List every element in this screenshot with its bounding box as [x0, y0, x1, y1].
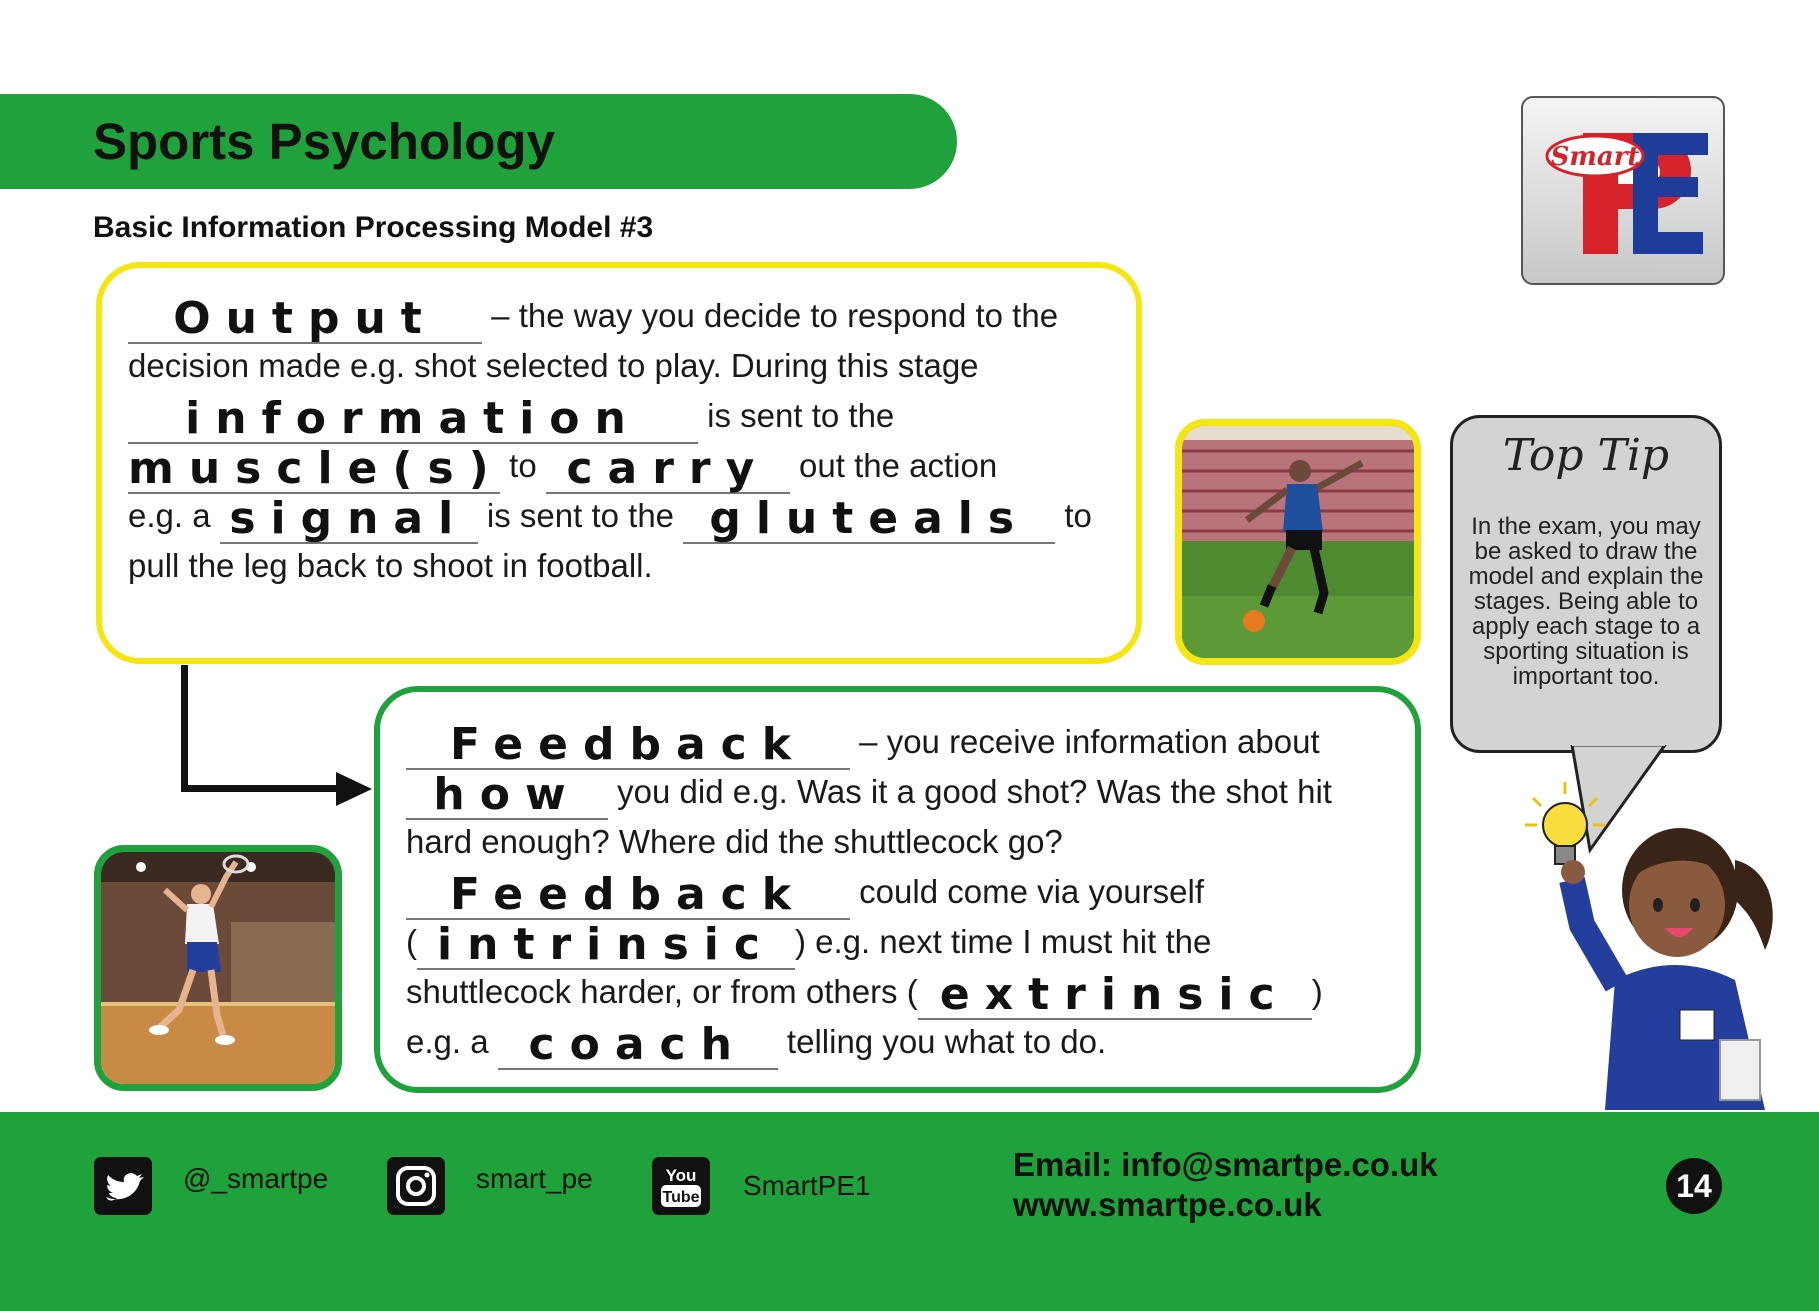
- feedback-line-3: hard enough? Where did the shuttlecock go?: [406, 823, 1063, 860]
- feedback-line-4: [406, 869, 1204, 920]
- email-link[interactable]: Email: info@smartpe.co.uk: [1013, 1146, 1438, 1183]
- svg-text:You: You: [665, 1166, 697, 1185]
- how-answer-blank[interactable]: how: [406, 772, 608, 820]
- gluteals-answer-blank[interactable]: gluteals: [683, 496, 1055, 544]
- feedback-line-7: [406, 1019, 1107, 1070]
- feedback-line-6: [406, 969, 1323, 1020]
- lightbulb-icon: [1525, 782, 1605, 864]
- svg-text:Tube: Tube: [662, 1189, 700, 1206]
- feedback-text: you did e.g. Was it a good shot? Was the shot hit: [617, 773, 1332, 810]
- twitter-icon[interactable]: [94, 1157, 152, 1215]
- football-photo: [1175, 419, 1421, 665]
- website-link[interactable]: www.smartpe.co.uk: [1013, 1186, 1322, 1223]
- top-tip-title: Top Tip: [1502, 430, 1670, 481]
- top-tip-text: In the exam, you may be asked to draw the model and explain the stages. Being able to apply each stage to a sporting situation is important too.: [1468, 513, 1704, 690]
- feedback-line-5: [406, 919, 1212, 970]
- page-subtitle: Basic Information Processing Model #3: [93, 211, 654, 244]
- youtube-icon[interactable]: [652, 1157, 710, 1215]
- output-line-3: [128, 393, 895, 444]
- feedback-text: ) e.g. next time I must hit the: [795, 923, 1212, 960]
- carry-answer-blank[interactable]: carry: [546, 446, 790, 494]
- svg-text:Smart: Smart: [1550, 142, 1640, 172]
- intrinsic-answer-blank[interactable]: intrinsic: [417, 922, 795, 970]
- feedback-text: – you receive information about: [859, 723, 1320, 760]
- open-paren: (: [406, 923, 417, 960]
- output-panel: [96, 262, 1142, 664]
- information-answer-blank[interactable]: information: [128, 396, 698, 444]
- output-text: to: [509, 447, 537, 484]
- flow-arrow-head: [336, 772, 372, 806]
- output-text: out the action: [799, 447, 998, 484]
- feedback-answer-blank-2[interactable]: Feedback: [406, 872, 850, 920]
- footer-bar: [0, 1112, 1819, 1311]
- output-answer-blank[interactable]: Output: [128, 296, 482, 344]
- feedback-answer-blank[interactable]: Feedback: [406, 722, 850, 770]
- feedback-text: e.g. a: [406, 1023, 489, 1060]
- output-text: – the way you decide to respond to the: [491, 297, 1059, 334]
- page-number: 14: [1666, 1158, 1722, 1214]
- instagram-handle[interactable]: smart_pe: [476, 1163, 593, 1194]
- smart-pe-logo: [1521, 96, 1725, 285]
- feedback-text: could come via yourself: [859, 873, 1204, 910]
- output-line-4: [128, 443, 998, 494]
- output-line-5: [128, 493, 1092, 544]
- feedback-text: shuttlecock harder, or from others (: [406, 973, 918, 1010]
- coach-answer-blank[interactable]: coach: [498, 1022, 778, 1070]
- output-text: is sent to the: [707, 397, 895, 434]
- instagram-icon[interactable]: [387, 1157, 445, 1215]
- feedback-text: telling you what to do.: [786, 1023, 1107, 1060]
- flow-arrow-line: [181, 665, 188, 792]
- output-line-2: decision made e.g. shot selected to play. During this stage: [128, 347, 979, 384]
- page-title: Sports Psychology: [93, 113, 555, 170]
- badminton-photo: [94, 845, 342, 1091]
- flow-arrow-line: [181, 785, 341, 792]
- output-text: to: [1064, 497, 1092, 534]
- twitter-handle[interactable]: @_smartpe: [183, 1163, 329, 1194]
- feedback-panel: [374, 686, 1421, 1093]
- output-text: e.g. a: [128, 497, 211, 534]
- output-line-6: pull the leg back to shoot in football.: [128, 547, 653, 584]
- footer-contact: [1013, 1145, 1438, 1225]
- signal-answer-blank[interactable]: signal: [220, 496, 478, 544]
- teacher-character: [1525, 770, 1785, 1110]
- muscles-answer-blank[interactable]: muscle(s): [128, 443, 504, 494]
- output-line-1: [128, 293, 1059, 344]
- close-paren: ): [1311, 973, 1323, 1010]
- extrinsic-answer-blank[interactable]: extrinsic: [918, 972, 1312, 1020]
- youtube-handle[interactable]: SmartPE1: [743, 1170, 871, 1201]
- feedback-line-2: [406, 769, 1332, 820]
- output-text: is sent to the: [486, 497, 675, 534]
- feedback-line-1: [406, 719, 1320, 770]
